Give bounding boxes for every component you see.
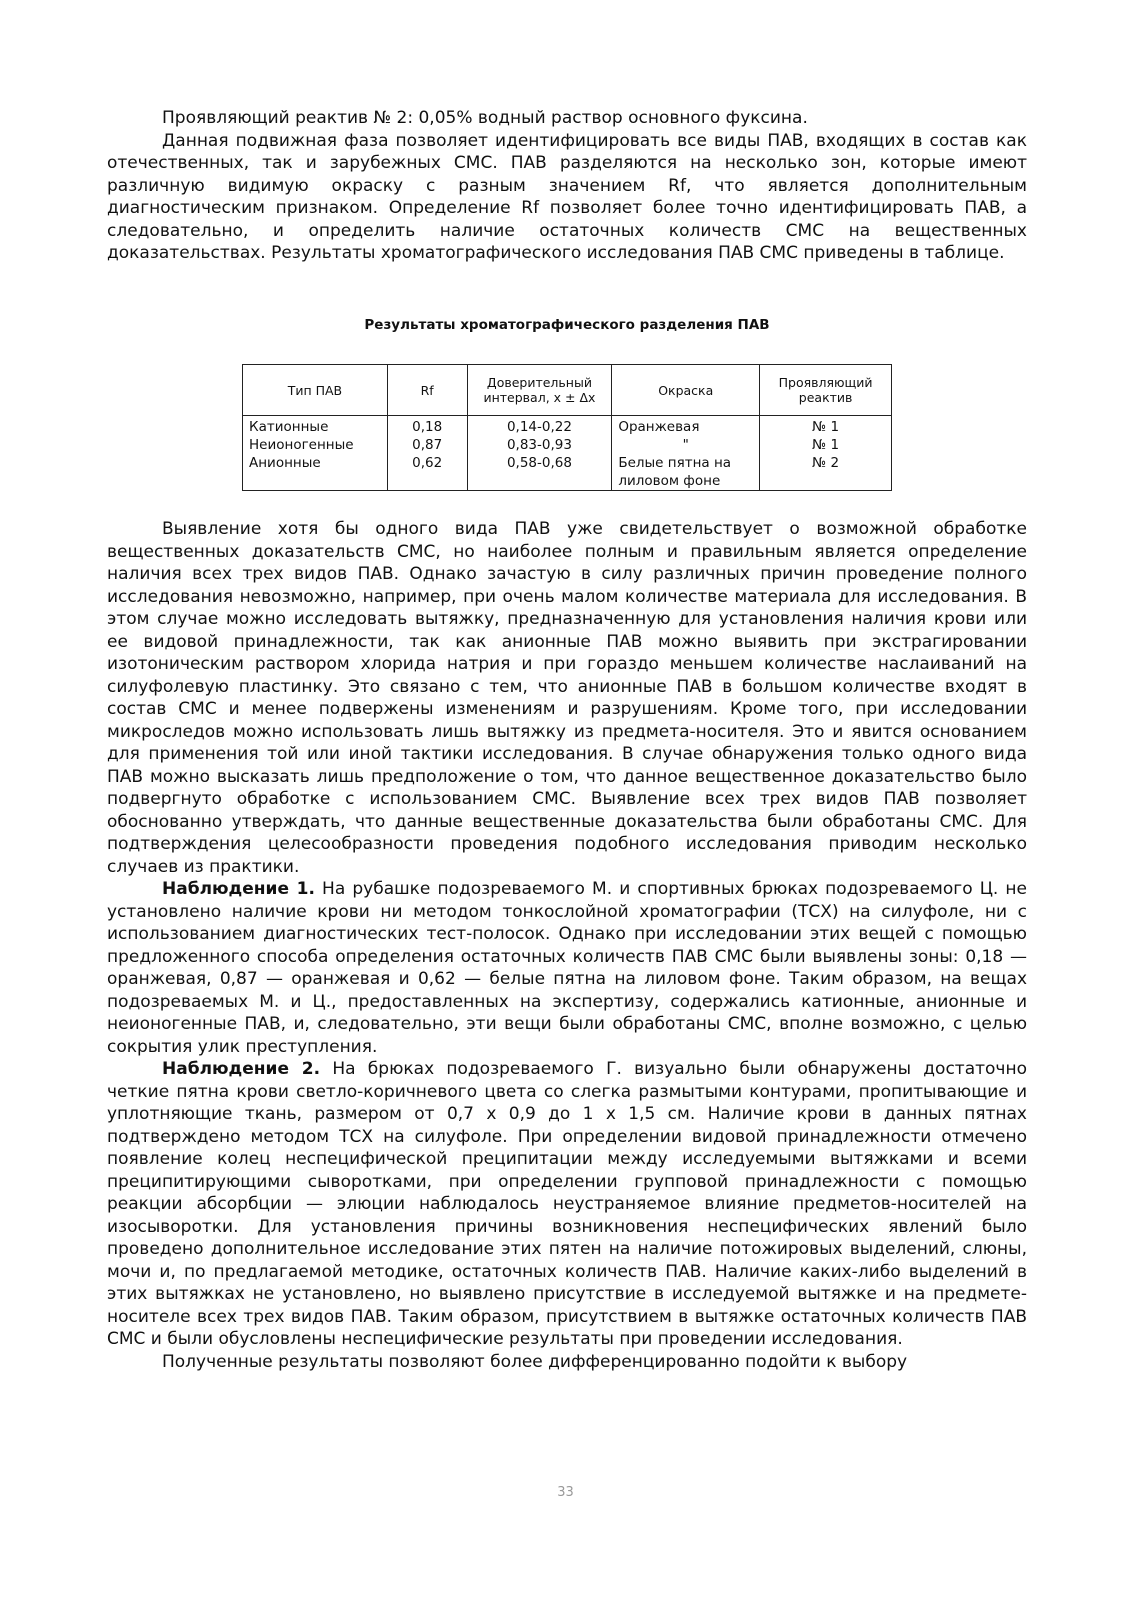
intro-text bbox=[107, 107, 1027, 265]
cell-color bbox=[612, 416, 760, 491]
cell-reagent bbox=[760, 416, 892, 491]
color-value: лиловом фоне bbox=[618, 473, 721, 489]
interval-value: 0,58-0,68 bbox=[506, 455, 572, 471]
ditto-mark: " bbox=[682, 437, 689, 453]
paragraph bbox=[107, 1351, 1027, 1374]
cell-interval bbox=[467, 416, 612, 491]
type-value: Анионные bbox=[249, 455, 321, 471]
rf-value: 0,87 bbox=[412, 437, 443, 453]
header-rf: Rf bbox=[387, 365, 467, 416]
rf-value: 0,62 bbox=[412, 455, 443, 471]
page-number: 33 bbox=[557, 1485, 574, 1500]
paragraph bbox=[107, 518, 1027, 878]
interval-value: 0,83-0,93 bbox=[506, 437, 572, 453]
table-header-row bbox=[243, 365, 892, 416]
type-value: Неионогенные bbox=[249, 437, 354, 453]
paragraph-text: На рубашке подозреваемого М. и спортивных брюках подозреваемого Ц. не установлено наличие крови ни методом тонкослойной хроматографии (ТСХ) на силуфоле, ни с использованием диагностических тест-полосок. Однако при исследовании этих вещей с помощью предложенного способа определения остаточных количеств ПАВ СМС были выявлены зоны: 0,18 — оранжевая, 0,87 — оранжевая и 0,62 — белые пятна на лиловом фоне. Таким образом, на вещах подозреваемых М. и Ц., предоставленных на экспертизу, содержались катионные, анионные и неионогенные ПАВ, и, следовательно, эти вещи были обработаны СМС, вполне возможно, с целью сокрытия улик преступления. bbox=[107, 879, 1028, 1057]
observation-heading: Наблюдение 2. bbox=[162, 1059, 321, 1079]
cell-rf bbox=[387, 416, 467, 491]
rf-value: 0,18 bbox=[412, 419, 443, 435]
reagent-value: № 1 bbox=[812, 419, 840, 435]
color-value: Оранжевая bbox=[618, 419, 700, 435]
table-row bbox=[243, 416, 892, 491]
reagent-value: № 2 bbox=[812, 455, 840, 471]
header-reagent: Проявляющий реактив bbox=[760, 365, 892, 416]
observation-2 bbox=[107, 1058, 1027, 1351]
paragraph: Данная подвижная фаза позволяет идентифицировать все виды ПАВ, входящих в состав как отечественных, так и зарубежных СМС. ПАВ разделяются на несколько зон, которые имеют различную видимую окраску с разным значением Rf, что является дополнительным диагностическим признаком. Определение Rf позволяет более точно идентифицировать ПАВ, а следовательно, и определить наличие остаточных количеств СМС на вещественных доказательствах. Результаты хроматографического исследования ПАВ СМС приведены в таблице. bbox=[107, 130, 1027, 263]
header-color: Окраска bbox=[612, 365, 760, 416]
observation-1 bbox=[107, 878, 1027, 1058]
table-caption: Результаты хроматографического разделения ПАВ bbox=[364, 317, 770, 333]
paragraph-text: Полученные результаты позволяют более дифференцированно подойти к выбору bbox=[162, 1351, 908, 1372]
body-text bbox=[107, 518, 1027, 1373]
cell-types bbox=[243, 416, 388, 491]
paragraph-text: На брюках подозреваемого Г. визуально были обнаружены достаточно четкие пятна крови светло-коричневого цвета со слегка размытыми контурами, пропитывающие и уплотняющие ткань, размером от 0,7 х 0,9 до 1 х 1,5 см. Наличие крови в данных пятнах подтверждено методом ТСХ на силуфоле. При определении видовой принадлежности отмечено появление колец неспецифической преципитации между исследуемыми вытяжками и всеми преципитирующими сыворотками, при определении групповой принадлежности с помощью реакции абсорбции — элюции наблюдалось неустраняемое влияние предметов-носителей на изосыворотки. Для установления причины возникновения неспецифических явлений было проведено дополнительное исследование этих пятен на наличие потожировых выделений, слюны, мочи и, по предлагаемой методике, остаточных количеств ПАВ. Наличие каких-либо выделений в этих вытяжках не установлено, но выявлено присутствие в исследуемой вытяжке и на предмете-носителе всех трех видов ПАВ. Таким образом, присутствием в вытяжке остаточных количеств ПАВ СМС и были обусловлены неспецифические результаты при проведении исследования. bbox=[107, 1059, 1027, 1349]
type-value: Катионные bbox=[249, 419, 329, 435]
paragraph-text: Выявление хотя бы одного вида ПАВ уже свидетельствует о возможной обработке вещественных доказательств СМС, но наиболее полным и правильным является определение наличия всех трех видов ПАВ. Однако зачастую в силу различных причин проведение полного исследования невозможно, например, при очень малом количестве материала для исследования. В этом случае можно исследовать вытяжку, предназначенную для установления наличия крови или ее видовой принадлежности, так как анионные ПАВ можно выявить при экстрагировании изотоническим раствором хлорида натрия и при гораздо меньшем количестве наслаиваний на силуфолевую пластинку. Это связано с тем, что анионные ПАВ в большом количестве входят в состав СМС и менее подвержены изменениям и разрушениям. Кроме того, при исследовании микроследов можно использовать лишь вытяжку из предмета-носителя. Это и явится основанием для применения той или иной тактики исследования. В случае обнаружения только одного вида ПАВ можно высказать лишь предположение о том, что данное вещественное доказательство было подвергнуто обработке с использованием СМС. Выявление всех трех видов ПАВ позволяет обоснованно утверждать, что данные вещественные доказательства были обработаны СМС. Для подтверждения целесообразности проведения подобного исследования приводим несколько случаев из практики. bbox=[107, 519, 1027, 877]
color-value: Белые пятна на bbox=[618, 455, 732, 471]
header-interval: Доверительный интервал, x ± Δx bbox=[467, 365, 612, 416]
paragraph: Проявляющий реактив № 2: 0,05% водный раствор основного фуксина. bbox=[162, 108, 808, 128]
results-table bbox=[242, 364, 892, 491]
observation-heading: Наблюдение 1. bbox=[162, 879, 315, 899]
reagent-value: № 1 bbox=[812, 437, 840, 453]
interval-value: 0,14-0,22 bbox=[506, 419, 572, 435]
header-type: Тип ПАВ bbox=[243, 365, 388, 416]
